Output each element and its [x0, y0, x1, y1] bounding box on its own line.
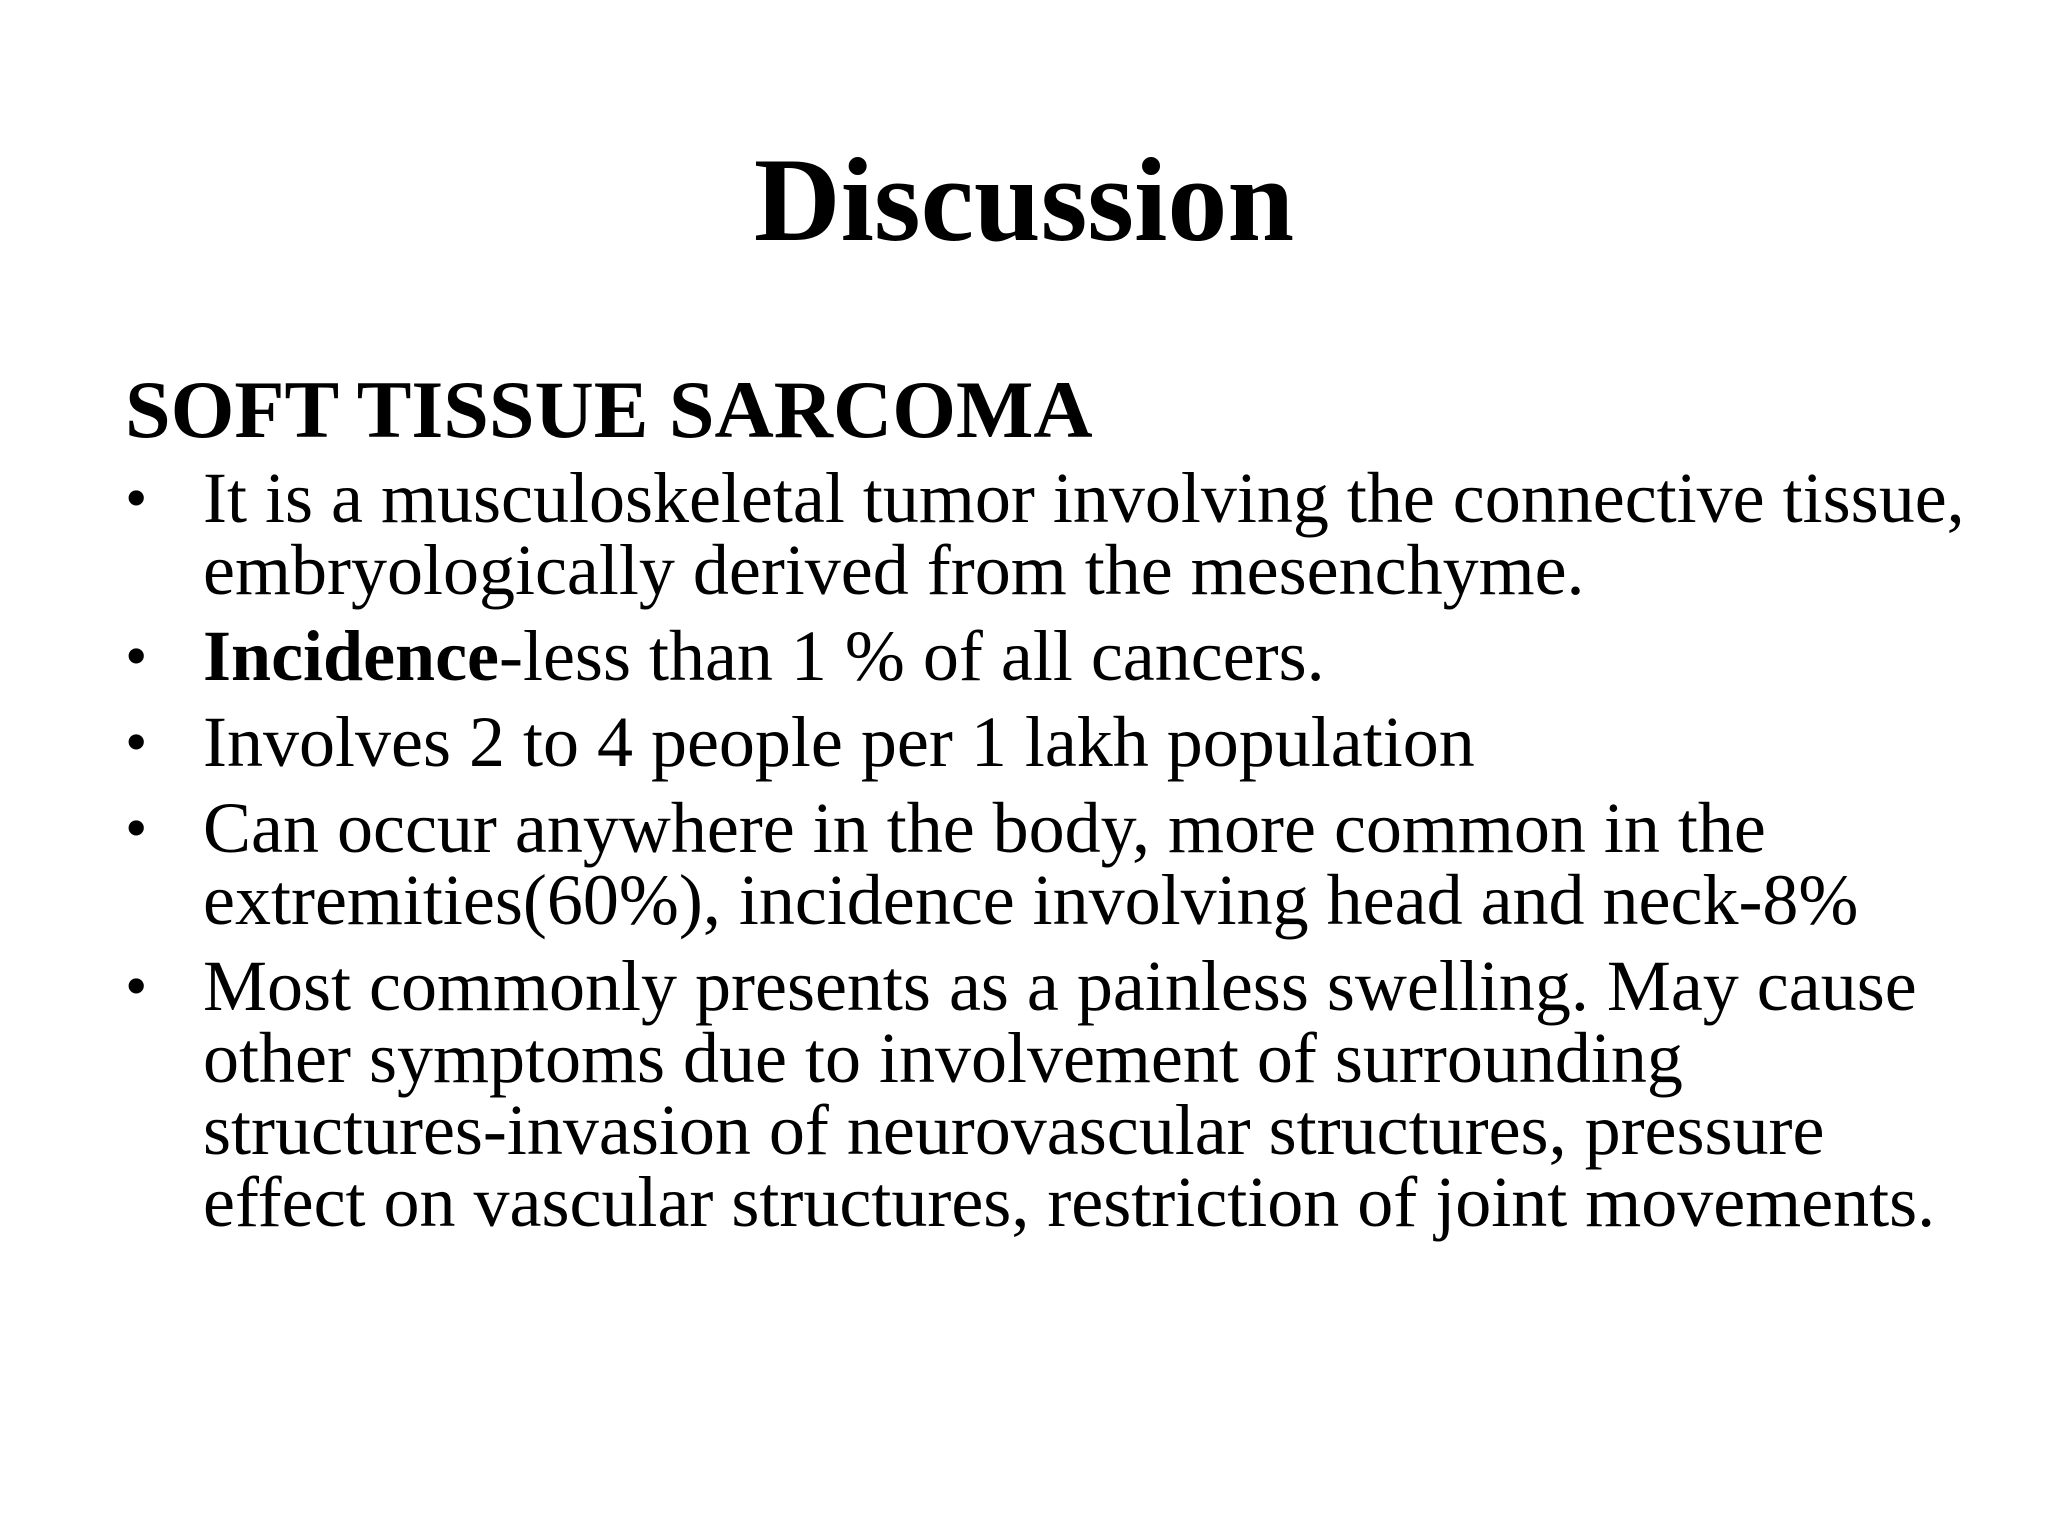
bullet-icon: •: [125, 462, 148, 533]
bullet-text: -less than 1 % of all cancers.: [498, 616, 1325, 696]
slide-title: Discussion: [753, 133, 1295, 266]
bullet-item-location: [125, 788, 1985, 940]
bullet-text: Can occur anywhere in the body, more common in the extremities(60%), incidence involving head and neck-8%: [203, 788, 1859, 940]
section-heading: SOFT TISSUE SARCOMA: [125, 364, 1093, 455]
bullet-bold-term: Incidence: [203, 616, 499, 696]
bullet-text: Most commonly presents as a painless swelling. May cause other symptoms due to involvement of surrounding structures-invasion of neurovascular structures, pressure effect on vascular structures, restriction of joint movements.: [203, 946, 1936, 1242]
bullet-item-definition: [125, 458, 1985, 610]
bullet-item-presentation: [125, 946, 1985, 1242]
bullet-icon: •: [125, 620, 148, 691]
bullet-icon: •: [125, 792, 148, 863]
bullet-list: [125, 458, 1985, 1242]
bullet-icon: •: [125, 706, 148, 777]
bullet-item-incidence: [125, 616, 1985, 696]
slide-content: [125, 362, 1985, 1242]
bullet-text: Involves 2 to 4 people per 1 lakh population: [203, 702, 1475, 782]
bullet-text: It is a musculoskeletal tumor involving the connective tissue, embryologically derived from the mesenchyme.: [203, 458, 1965, 610]
bullet-icon: •: [125, 950, 148, 1021]
bullet-item-population: [125, 702, 1985, 782]
